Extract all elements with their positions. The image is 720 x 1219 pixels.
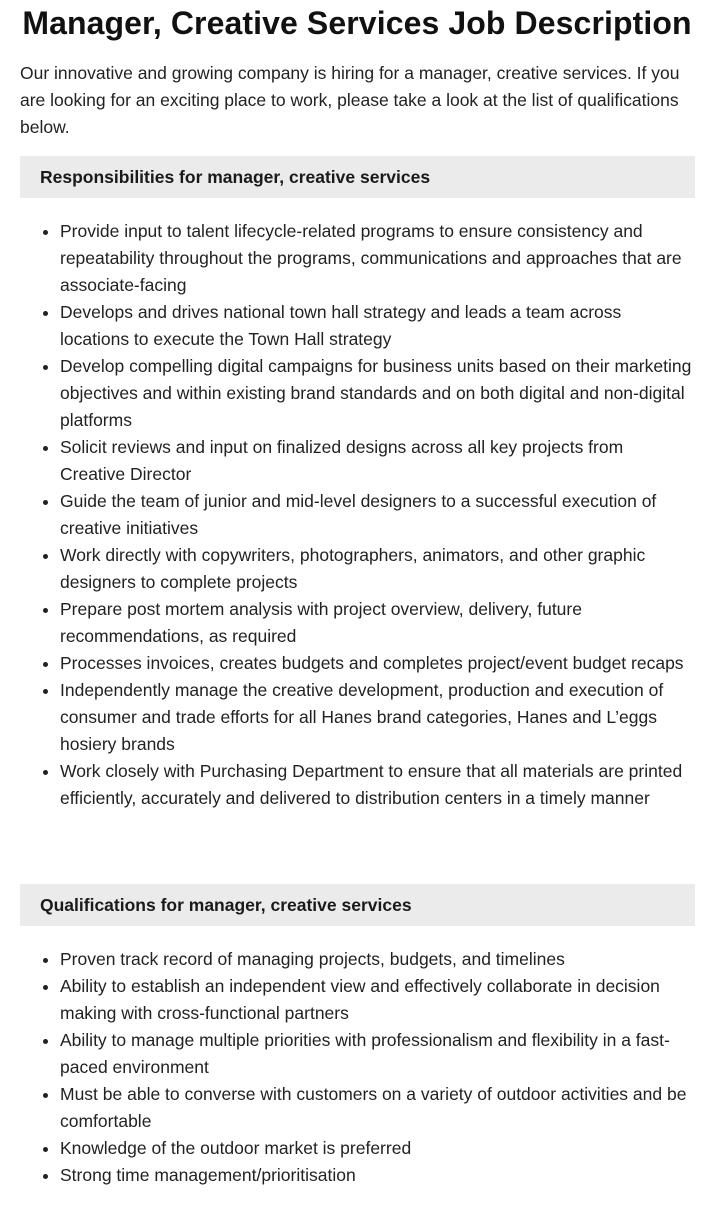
list-item: • Must be able to converse with customers on a variety of outdoor activities and be comfortable <box>60 1081 692 1135</box>
responsibilities-heading: Responsibilities for manager, creative services <box>20 156 695 198</box>
list-item: • Develop compelling digital campaigns for business units based on their marketing objectives and within existing brand standards and on both digital and non-digital platforms <box>60 353 692 434</box>
list-item: • Develops and drives national town hall strategy and leads a team across locations to execute the Town Hall strategy <box>60 299 692 353</box>
list-item: • Ability to establish an independent view and effectively collaborate in decision making with cross-functional partners <box>60 973 692 1027</box>
list-item: • Work closely with Purchasing Department to ensure that all materials are printed efficiently, accurately and delivered to distribution centers in a timely manner <box>60 758 692 812</box>
list-item: • Provide input to talent lifecycle-related programs to ensure consistency and repeatability throughout the programs, communications and approaches that are associate-facing <box>60 218 692 299</box>
list-item: • Knowledge of the outdoor market is preferred <box>60 1135 692 1162</box>
list-item: • Strong time management/prioritisation <box>60 1162 692 1189</box>
qualifications-list <box>20 946 692 1189</box>
intro-paragraph: Our innovative and growing company is hiring for a manager, creative services. If you are looking for an exciting place to work, please take a look at the list of qualifications below. <box>20 63 680 137</box>
list-item: • Ability to manage multiple priorities with professionalism and flexibility in a fast-paced environment <box>60 1027 692 1081</box>
list-item: • Prepare post mortem analysis with project overview, delivery, future recommendations, as required <box>60 596 692 650</box>
list-item: • Guide the team of junior and mid-level designers to a successful execution of creative initiatives <box>60 488 692 542</box>
list-item: • Work directly with copywriters, photographers, animators, and other graphic designers to complete projects <box>60 542 692 596</box>
qualifications-heading: Qualifications for manager, creative services <box>20 884 695 926</box>
list-item: • Proven track record of managing projects, budgets, and timelines <box>60 946 692 973</box>
page-title: Manager, Creative Services Job Description <box>22 5 692 41</box>
list-item: • Processes invoices, creates budgets and completes project/event budget recaps <box>60 650 692 677</box>
list-item: • Independently manage the creative development, production and execution of consumer and trade efforts for all Hanes brand categories, Hanes and L’eggs hosiery brands <box>60 677 692 758</box>
responsibilities-list <box>20 218 692 812</box>
list-item: • Solicit reviews and input on finalized designs across all key projects from Creative Director <box>60 434 692 488</box>
